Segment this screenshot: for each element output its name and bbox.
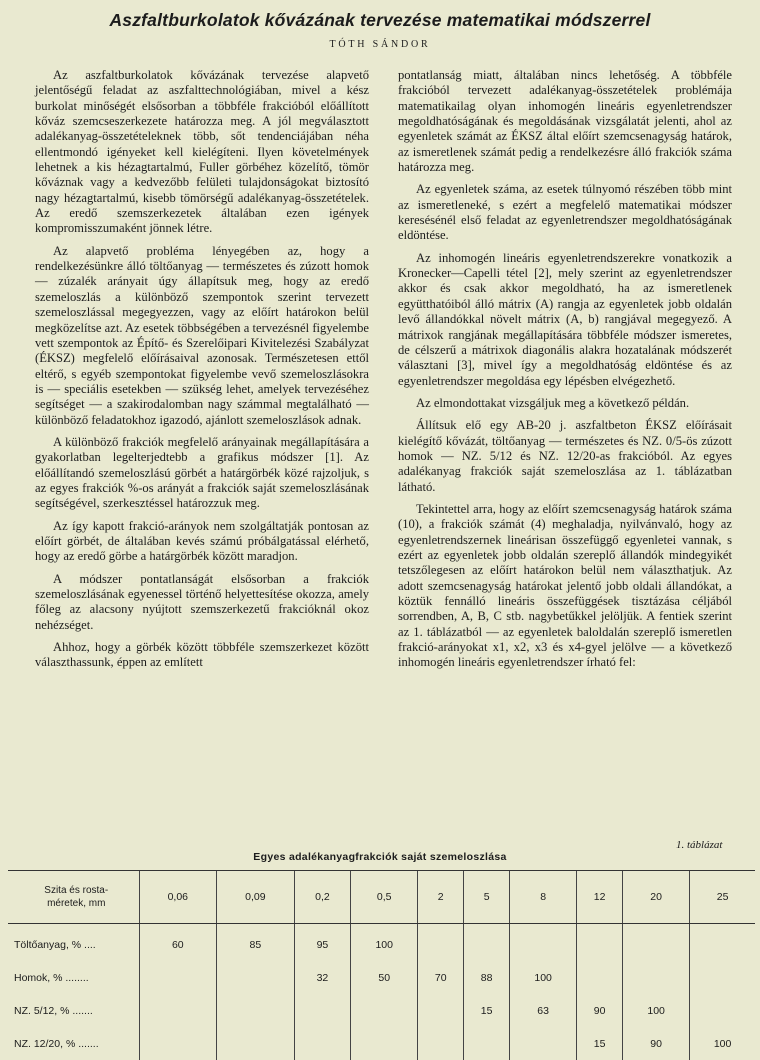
table-cell: 90 [577,994,623,1027]
table-cell [351,994,418,1027]
paragraph: Állítsuk elő egy AB-20 j. aszfaltbeton ÉKSZ előírásait kielégítő kővázát, töltőanyag — természetes és NZ. 0/5-ös zúzott homok — NZ. 5/12 és NZ. 12/20-as frakcióból. Az egyes adalékanyag frakciók saját szemeloszlása az 1. táblázatban látható. [398,418,732,494]
row-label: NZ. 5/12, % ....... [14,1004,93,1017]
table-header-size: 5 [464,871,510,924]
row-label: Homok, % ........ [14,971,89,984]
table-header-size: 20 [623,871,690,924]
table-header-size: 25 [690,871,755,924]
table-header-size: 0,06 [139,871,217,924]
table-cell: 100 [690,1027,755,1060]
table-cell [418,924,464,962]
header-line: Szita és rosta- [44,885,109,896]
table-header-size: 0,2 [294,871,351,924]
table-cell [690,994,755,1027]
header-line: méretek, mm [47,898,106,909]
table-cell [464,924,510,962]
table-cell: 100 [510,961,577,994]
table-cell: 63 [510,994,577,1027]
table-cell [217,994,295,1027]
table-cell [139,961,217,994]
table-cell: 32 [294,961,351,994]
paragraph: Tekintettel arra, hogy az előírt szemcsenagyság határok száma (10), a frakciók számát (4) meghaladja, nyilvánvaló, hogy az egyenletrendszernek lineárisan összefüggő egyenletei vannak, s ezért az egyenletek jobb oldalán szereplő állandók mindegyikét tetszőlegesen az előírt határokon belül nem választhatjuk. Az adott szemcsenagyság határokat jelentő jobb oldali állandókat, a köztük fennálló lineáris összefüggések tisztázása céljából sorrendben, A, B, C stb. nagybetűkkel jelöljük. A fentiek szerint az 1. táblázatból — az egyenletek baloldalán szereplő ismeretlen frakció-arányokat x1, x2, x3 és x4-gyel jelölve — a következő inhomogén lineáris egyenletrendszer írható fel: [398,501,732,670]
table-cell [623,961,690,994]
table-cell: 70 [418,961,464,994]
paragraph: A különböző frakciók megfelelő arányainak megállapítására a gyakorlatban legelterjedtebb a grafikus módszer [1]. Az előállítandó szemeloszlású görbét a határgörbék közé rajzoljuk, s az egyes frakciók %-os arányát a frakciók saját szemeloszlásának segítségével, szerkesztéssel határozzuk meg. [35,434,369,511]
table-row [8,994,755,1027]
table-cell: 50 [351,961,418,994]
paragraph: Az inhomogén lineáris egyenletrendszerekre vonatkozik a Kronecker—Capelli tétel [2], mely szerint az egyenletrendszer akkor és csak akkor megoldható, ha az ismeretlenek együtthatóiból álló mátrix (A) rangja az egyenletek jobb oldalán levő állandókkal növelt mátrix (A, b) rangjával megegyező. A mátrixok rangjának megállapítására többféle módszer ismeretes, de célszerű a mátrixok diagonális alakra hozatalának módszerét választani [3], mivel így a megoldhatóság eldöntése és az egyenletrendszer megoldása egy lépésben elvégezhető. [398,250,732,388]
table-cell [464,1027,510,1060]
paragraph: Ahhoz, hogy a görbék között többféle szemszerkezet között választhassunk, éppen az említett [35,640,369,670]
table-header-size: 8 [510,871,577,924]
table-cell [510,1027,577,1060]
table-row [8,924,755,962]
grading-table [8,870,755,1060]
table-cell: 100 [351,924,418,962]
table-row [8,1027,755,1060]
paragraph: Az így kapott frakció-arányok nem szolgáltatják pontosan az előírt görbét, de általában kevés számú próbálgatással elérhető, hogy az eredő görbe a határgörbék között maradjon. [35,518,369,564]
paragraph: A módszer pontatlanságát elsősorban a frakciók szemeloszlásának egyenessel történő helyettesítése okozza, amely főleg az alacsony nyújtott szemszerkezetű frakcióknál okoz nehézséget. [35,571,369,632]
table-cell [139,994,217,1027]
table-cell: 88 [464,961,510,994]
table-cell: 15 [464,994,510,1027]
table-header-size: 2 [418,871,464,924]
table-header-sieve [8,871,139,924]
table-title: Egyes adalékanyagfrakciók saját szemeloszlása [253,851,507,863]
table-row [8,961,755,994]
table-cell [577,924,623,962]
table-cell [623,924,690,962]
table-header-row [8,871,755,924]
table-cell [351,1027,418,1060]
paragraph: Az aszfaltburkolatok kővázának tervezése alapvető jelentőségű feladat az aszfalttechnológiában, mivel a kész burkolat minőségét elsősorban a többféle frakcióból előállított kőváz szemcseszerkezete határozza meg. A jól megválasztott adalékanyag-összetételeknek több, sőt tendenciájában néha ellentmondó igényeket kell kielégíteni. Ilyen követelmények lehetnek a kis hézagtartalmú, Fuller görbéhez közelítő, tömör kőváznak vagy a kedvezőbb felületi tulajdonságokat biztosító nagy hézagtartalmú, kisebb tömörségű adalékanyag-összetételek. Az eredő szemszerkezetek általában ezen igények kompromisszumaként jönnek létre. [35,68,369,236]
paragraph: Az elmondottakat vizsgáljuk meg a következő példán. [416,395,690,410]
paragraph: Az alapvető probléma lényegében az, hogy a rendelkezésünkre álló töltőanyag — természetes és zúzott homok — zúzalék arányait úgy állapítsuk meg, hogy az eredő szemeloszlás a különböző szempontok szerint tervezett szemeloszlással megegyezzen, vagy az előírt határokon belül megközelítse azt. Az esetek többségében a tervezésnél figyelembe vett szempontok az Építő- és Szerelőipari Kivitelezési Szabályzat (ÉKSZ) megfelelő előírásaival azonosak. Természetesen ettől eltérő, s egyéb szempontokat figyelembe vevő szemeloszlásokra is — speciális esetekben — szükség lehet, amelyek tervezéséhez segítséget — a szakirodalomban nagy számmal megtalálható — különböző feladatokhoz igazodó, ajánlott szemeloszlások adnak. [35,243,369,427]
left-column [35,68,369,678]
table-cell: 15 [577,1027,623,1060]
table-cell: 100 [623,994,690,1027]
table-cell [294,994,351,1027]
table-cell: 60 [139,924,217,962]
row-label: NZ. 12/20, % ....... [14,1037,99,1050]
table-cell [139,1027,217,1060]
row-label: Töltőanyag, % .... [14,938,96,951]
table-cell [294,1027,351,1060]
table-cell [690,924,755,962]
table-cell [418,1027,464,1060]
table-cell [217,961,295,994]
paragraph: pontatlanság miatt, általában nincs lehetőség. A többféle frakcióból tervezett adalékanyag-összetételek problémája matematikailag olyan inhomogén lineáris egyenletrendszer megoldhatóságának és megoldásának vizsgálatát jelenti, ahol az egyenletek számát az ÉKSZ által előírt szemcsenagyság határok, az ismeretlenek számát pedig a rendelkezésre álló frakciók száma határozza meg. [398,68,732,175]
table-cell [690,961,755,994]
table-cell: 95 [294,924,351,962]
table-cell [217,1027,295,1060]
article-author: TÓTH SÁNDOR [329,39,431,50]
table-cell: 90 [623,1027,690,1060]
table-cell [510,924,577,962]
article-title: Aszfaltburkolatok kővázának tervezése matematikai módszerrel [109,10,651,30]
table-label: 1. táblázat [676,839,723,851]
table-cell [418,994,464,1027]
table-cell [577,961,623,994]
table-header-size: 12 [577,871,623,924]
table-cell: 85 [217,924,295,962]
table-header-size: 0,09 [217,871,295,924]
right-column [398,68,732,678]
table-header-size: 0,5 [351,871,418,924]
paragraph: Az egyenletek száma, az esetek túlnyomó részében több mint az ismeretleneké, s ezért a megfelelő matematikai módszer keresésénél első feladat az egyenletrendszer megoldhatóságának eldöntése. [398,182,732,243]
